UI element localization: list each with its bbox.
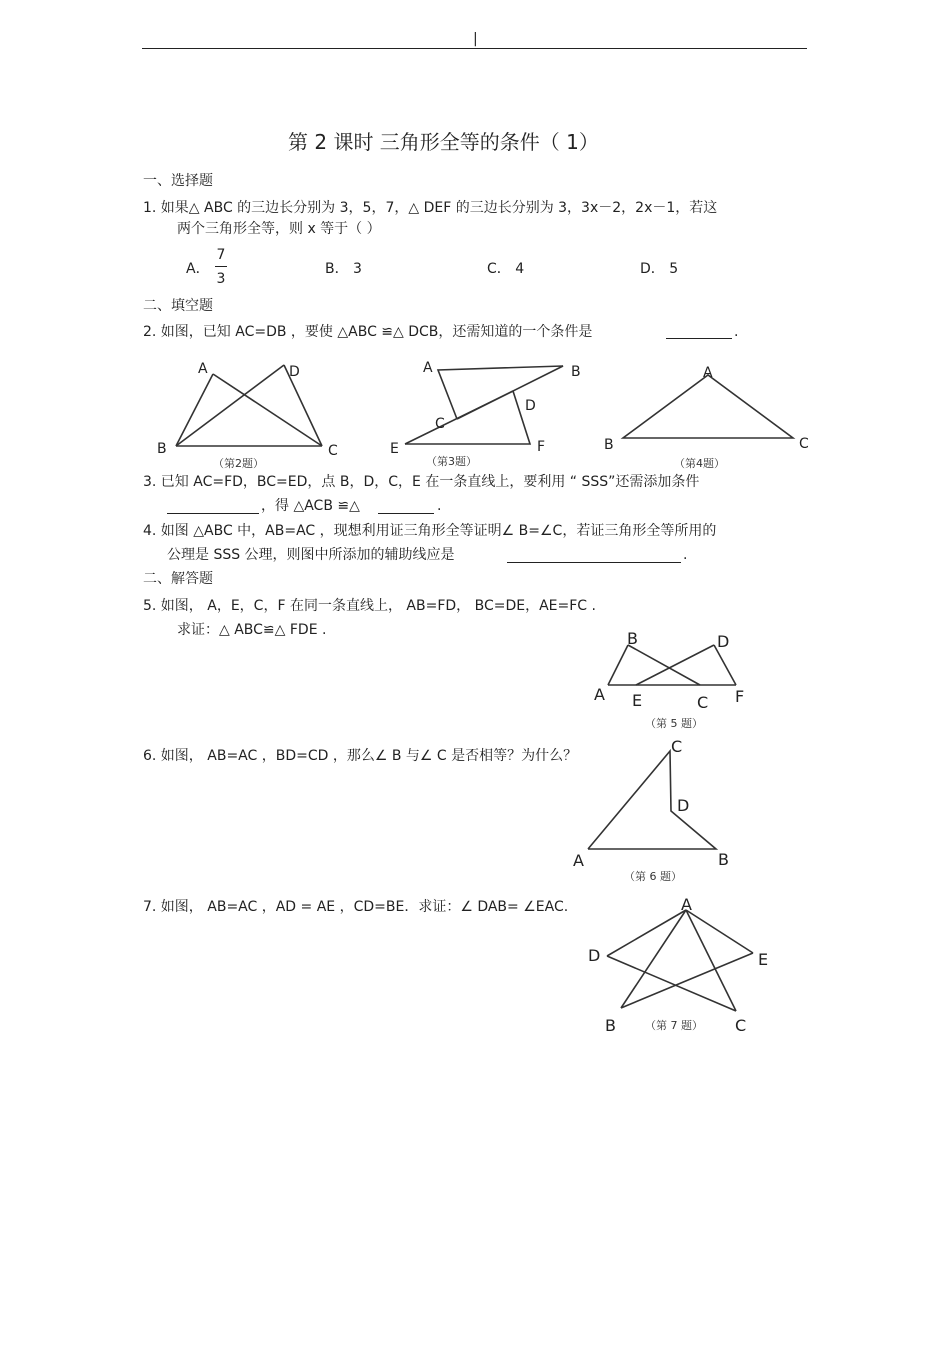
q3-period: . bbox=[437, 498, 442, 514]
q1-option-d: D． 5 bbox=[640, 261, 679, 277]
fig7-label-e: E bbox=[758, 950, 769, 969]
q1-option-a-prefix: A． bbox=[186, 261, 210, 277]
fig3-label-d: D bbox=[525, 398, 536, 414]
fig2-label-a: A bbox=[198, 361, 208, 377]
fig5-caption: （第 5 题） bbox=[645, 717, 703, 730]
fig5-label-a: A bbox=[594, 685, 605, 704]
fig2-label-b: B bbox=[157, 441, 167, 457]
fig6-label-c: C bbox=[671, 737, 683, 756]
q1-option-c: C． 4 bbox=[487, 261, 525, 277]
fig7-seg-eb bbox=[621, 953, 753, 1008]
section-heading-fill: 二、填空题 bbox=[143, 298, 213, 314]
fig6-label-a: A bbox=[573, 851, 584, 870]
q4-line1: 4. 如图 △ABC 中，AB=AC ，现想利用证三角形全等证明∠ B=∠C，若证三角形全等所用的 bbox=[143, 523, 717, 539]
fig4-label-a: A bbox=[703, 365, 713, 381]
fig3-label-c: C bbox=[435, 416, 445, 432]
q1-option-a-numerator: 7 bbox=[216, 247, 226, 263]
fig5-label-d: D bbox=[717, 632, 730, 651]
fig6-label-b: B bbox=[718, 850, 729, 869]
fig5-label-c: C bbox=[697, 693, 709, 712]
q5-line1: 5. 如图， A，E，C，F 在同一条直线上， AB=FD， BC=DE，AE=FC . bbox=[143, 598, 596, 614]
q1-line2: 两个三角形全等，则 x 等于（ ） bbox=[177, 221, 381, 237]
fig4-label-b: B bbox=[604, 437, 614, 453]
q1-line1: 1. 如果△ ABC 的三边长分别为 3，5，7，△ DEF 的三边长分别为 3，3x－2，2x－1，若这 bbox=[143, 200, 718, 216]
fig2-caption: （第2题） bbox=[213, 457, 264, 470]
q4-line2: 公理是 SSS 公理，则图中所添加的辅助线应是 bbox=[167, 547, 455, 563]
q3-line1: 3. 已知 AC=FD，BC=ED，点 B，D，C，E 在一条直线上，要利用 “ SSS”还需添加条件 bbox=[143, 474, 700, 490]
fig4-label-c: C bbox=[799, 436, 809, 452]
fig7-label-d: D bbox=[588, 946, 601, 965]
fig5-label-b: B bbox=[627, 629, 638, 648]
fig2-label-c: C bbox=[328, 443, 338, 459]
fig3-label-e: E bbox=[390, 441, 399, 457]
q4-period: . bbox=[683, 547, 688, 563]
section-heading-choice: 一、选择题 bbox=[143, 173, 213, 189]
q7-text: 7. 如图， AB=AC ，AD = AE ，CD=BE．求证：∠ DAB= ∠EAC. bbox=[143, 899, 569, 915]
fig7-caption: （第 7 题） bbox=[645, 1019, 703, 1032]
q6-text: 6. 如图， AB=AC ，BD=CD ，那么∠ B 与∠ C 是否相等？为什么？ bbox=[143, 748, 578, 764]
fig3-label-b: B bbox=[571, 364, 581, 380]
section-heading-answer: 二、解答题 bbox=[143, 571, 213, 587]
fig7-seg-ad bbox=[607, 910, 686, 956]
fig7-label-c: C bbox=[735, 1016, 747, 1035]
fig5-label-e: E bbox=[632, 691, 643, 710]
q1-option-b: B． 3 bbox=[325, 261, 362, 277]
q2-text: 2. 如图，已知 AC=DB ，要使 △ABC ≌△ DCB，还需知道的一个条件是 bbox=[143, 324, 593, 340]
page-title: 第 2 课时 三角形全等的条件（ 1） bbox=[288, 130, 599, 154]
fig5-label-f: F bbox=[735, 687, 745, 706]
fig7-label-a: A bbox=[681, 895, 692, 914]
header-mark: | bbox=[473, 31, 478, 47]
fig2-label-d: D bbox=[289, 364, 300, 380]
fig7-label-b: B bbox=[605, 1016, 616, 1035]
fig7-seg-dc bbox=[607, 956, 736, 1011]
fig3-label-f: F bbox=[537, 439, 546, 455]
fig3-label-a: A bbox=[423, 360, 433, 376]
q5-line2: 求证：△ ABC≌△ FDE . bbox=[177, 622, 327, 638]
q1-option-a-denominator: 3 bbox=[216, 271, 226, 287]
fig3-caption: （第3题） bbox=[426, 455, 477, 468]
fig4-caption: （第4题） bbox=[674, 457, 725, 470]
fig7-seg-ab bbox=[621, 910, 686, 1008]
fig6-caption: （第 6 题） bbox=[624, 870, 682, 883]
q3-line2-middle: ，得 △ACB ≌△ bbox=[261, 498, 360, 514]
fig6-label-d: D bbox=[677, 796, 690, 815]
q2-period: . bbox=[734, 324, 739, 340]
